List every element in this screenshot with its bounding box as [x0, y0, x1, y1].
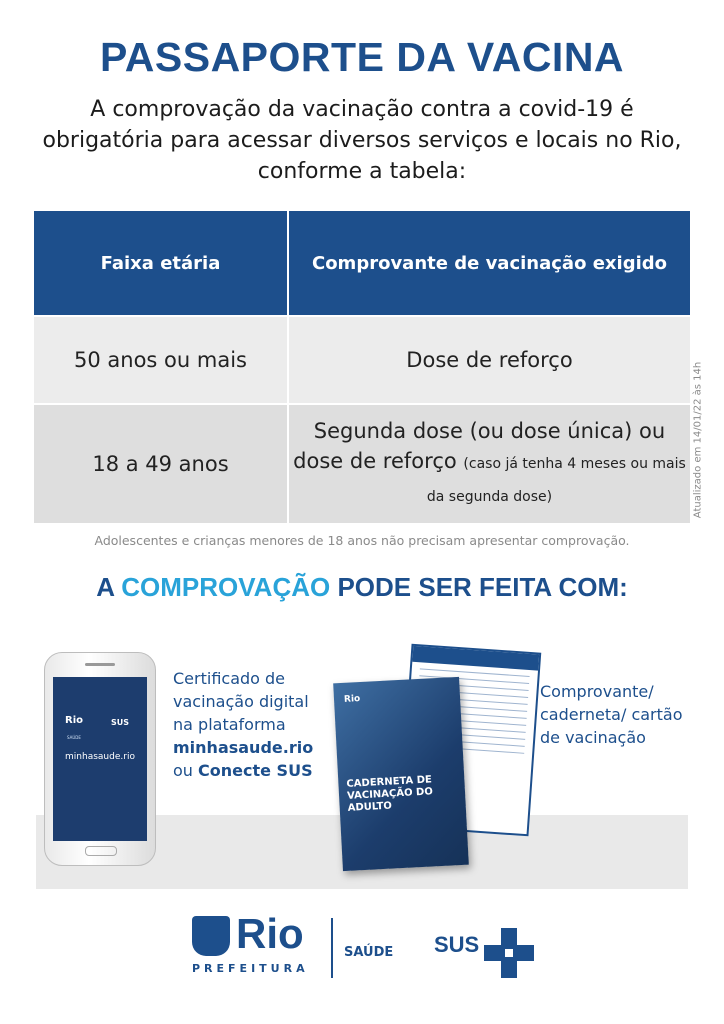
certificate-text — [173, 667, 333, 782]
header-age: Faixa etária — [34, 211, 289, 315]
phone-brand: minhasaude.rio — [65, 752, 135, 762]
phone-saude-label: SAÚDE — [67, 735, 81, 740]
heading-part2: PODE SER FEITA COM: — [330, 572, 628, 602]
requirements-table — [34, 211, 690, 523]
phone-illustration — [44, 652, 156, 866]
row-requirement-cell — [289, 405, 690, 523]
footer-divider — [331, 918, 333, 978]
booklet-title: CADERNETA DE VACINAÇÃO DO ADULTO — [346, 774, 434, 814]
row-requirement: Dose de reforço — [406, 348, 573, 372]
link-conecte-sus: Conecte SUS — [198, 761, 313, 780]
note-text: Adolescentes e crianças menores de 18 anos não precisam apresentar comprovação. — [94, 533, 630, 548]
phone-home-button — [85, 846, 117, 856]
saude-label: SAÚDE — [344, 945, 394, 960]
rio-wordmark: Rio — [236, 910, 304, 957]
header-requirement: Comprovante de vacinação exigido — [311, 252, 668, 274]
sus-wordmark: SUS — [434, 932, 480, 957]
table-row — [34, 315, 690, 403]
link-minhasaude: minhasaude.rio — [173, 738, 314, 757]
row-age: 18 a 49 anos — [34, 405, 289, 523]
section-heading — [0, 572, 724, 603]
updated-label: Atualizado em 14/01/22 às 14h — [692, 361, 704, 519]
prefeitura-label: PREFEITURA — [192, 962, 309, 975]
sus-cross-icon — [484, 928, 534, 978]
row-requirement-note: (caso já tenha 4 meses ou mais da segunda dose) — [426, 456, 686, 505]
row-requirement: Segunda dose (ou dose única) ou dose de reforço — [293, 419, 666, 473]
rio-prefeitura-logo — [192, 912, 312, 978]
table-header — [34, 211, 690, 315]
phone-sus-logo: SUS — [111, 718, 130, 727]
row-age: 50 anos ou mais — [34, 317, 289, 403]
page-title: PASSAPORTE DA VACINA — [99, 34, 625, 80]
certificate-or: ou — [173, 761, 199, 780]
comprovante-text: Comprovante/ caderneta/ cartão de vacinação — [540, 682, 683, 747]
vaccination-booklet-illustration — [333, 677, 469, 871]
phone-speaker — [85, 663, 115, 666]
intro-text: A comprovação da vacinação contra a covid-19 é obrigatória para acessar diversos serviços e locais no Rio, conforme a tabela: — [42, 97, 682, 184]
crest-icon — [192, 916, 230, 956]
phone-screen — [53, 677, 147, 841]
phone-rio-logo: Rio — [65, 715, 83, 726]
booklet-rio-logo: Rio — [343, 694, 361, 705]
table-row — [34, 403, 690, 523]
heading-accent: COMPROVAÇÃO — [121, 572, 331, 602]
certificate-desc: Certificado de vacinação digital na plataforma — [173, 669, 309, 734]
heading-part1: A — [96, 572, 122, 602]
